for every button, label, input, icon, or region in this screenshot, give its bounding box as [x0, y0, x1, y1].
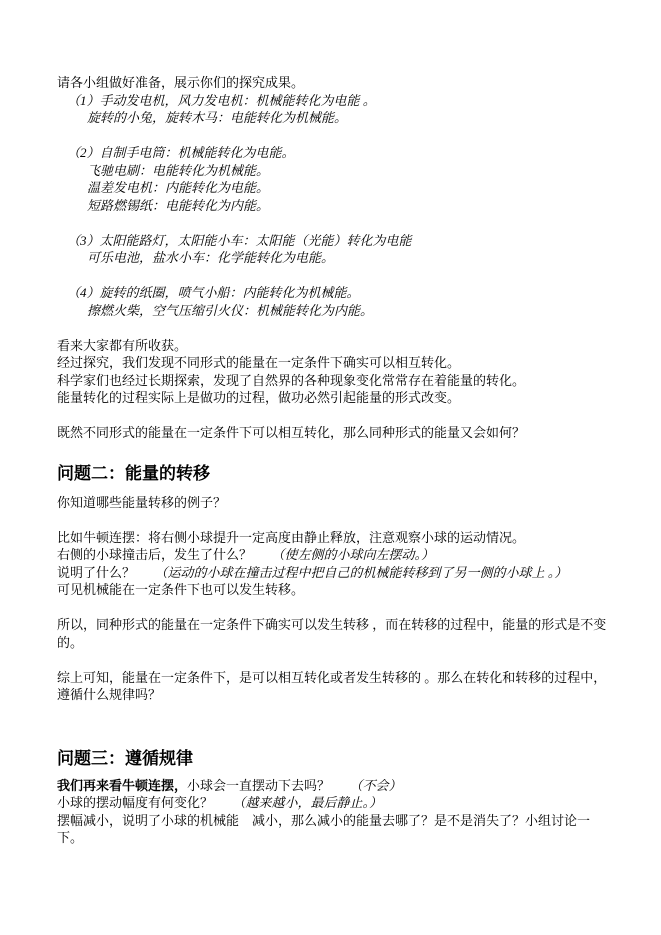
newton-answer-1: （使左侧的小球向左摆动。）: [271, 547, 435, 562]
example-2-line-1: （2）自制手电筒：机械能转化为电能。: [67, 145, 295, 160]
newton-answer-2: （运动的小球在撞击过程中把自己的机械能转移到了另一侧的小球上 。）: [154, 564, 568, 580]
summary-line-2: 经过探究，我们发现不同形式的能量在一定条件下确实可以相互转化。: [57, 355, 461, 370]
spacer: [57, 267, 611, 285]
example-group-4: [57, 284, 611, 319]
example-4-line-2: 擦燃火柴，空气压缩引火仪：机械能转化为内能。: [87, 302, 374, 318]
example-4-line-1: （4）旋转的纸圈，喷气小船：内能转化为机械能。: [67, 285, 360, 300]
rule-lead-bold: 我们再来看牛顿连摆，: [57, 777, 188, 793]
spacer: [57, 599, 611, 617]
spacer: [57, 511, 611, 529]
example-group-1: [57, 92, 611, 127]
rule-question-1: 小球会一直摆动下去吗？: [187, 777, 331, 793]
rule-line-2: [57, 794, 611, 812]
heading-problem-2: 问题二：能量的转移: [57, 463, 210, 484]
conclusion-2-paragraph: 综上可知，能量在一定条件下，是可以相互转化或者发生转移的 。那么在转化和转移的过程中，遵循什么规律吗？: [57, 669, 607, 702]
summary-line-1: 看来大家都有所收获。: [57, 337, 188, 353]
spacer: [57, 214, 611, 232]
transition-paragraph: 既然不同形式的能量在一定条件下可以相互转化，那么同种形式的能量又会如何？: [57, 425, 526, 440]
heading-problem-3: 问题三：遵循规律: [57, 748, 193, 769]
spacer: [57, 651, 611, 669]
rule-line-3: 摆幅减小，说明了小球的机械能 减小，那么减小的能量去哪了？是不是消失了？小组讨论一下。: [57, 812, 591, 845]
newton-line-4: 可见机械能在一定条件下也可以发生转移。: [57, 582, 305, 597]
summary-line-4: 能量转化的过程实际上是做功的过程，做功必然引起能量的形式改变。: [57, 390, 461, 405]
example-2-line-3: 温差发电机：内能转化为电能。: [87, 180, 270, 195]
conclusion-1-paragraph: 所以，同种形式的能量在一定条件下确实可以发生转移 ，而在转移的过程中，能量的形式是不变的。: [57, 617, 607, 650]
newton-question-1: 右侧的小球撞击后，发生了什么？: [57, 547, 253, 562]
intro-paragraph: 请各小组做好准备，展示你们的探究成果。: [57, 75, 305, 90]
spacer: [57, 319, 611, 337]
newton-line-1: 比如牛顿连摆：将右侧小球提升一定高度由静止释放，注意观察小球的运动情况。: [57, 529, 526, 545]
example-2-line-4: 短路燃锡纸：电能转化为内能。: [87, 197, 270, 213]
example-1-line-2: 旋转的小兔，旋转木马：电能转化为机械能。: [87, 110, 348, 125]
rule-question-2: 小球的摆动幅度有何变化？: [57, 795, 214, 810]
example-group-3: [57, 232, 611, 267]
example-3-line-1: （3）太阳能路灯，太阳能小车：太阳能（光能）转化为电能: [67, 232, 412, 248]
rule-answer-2: （越来越小，最后静止。）: [232, 795, 383, 810]
example-3-line-2: 可乐电池，盐水小车：化学能转化为电能。: [87, 250, 335, 265]
rule-answer-1: （不会）: [349, 777, 402, 793]
example-2-line-2: 飞驰电刷：电能转化为机械能。: [87, 162, 270, 178]
q2-intro-paragraph: 你知道哪些能量转移的例子？: [57, 494, 227, 510]
spacer: [57, 407, 611, 425]
example-group-2: [57, 144, 611, 214]
summary-block: [57, 337, 611, 407]
example-1-line-1: （1）手动发电机，风力发电机：机械能转化为电能 。: [67, 92, 376, 108]
rule-line-1: [57, 777, 611, 795]
summary-line-3: 科学家们也经过长期探索，发现了自然界的各种现象变化常常存在着能量的转化。: [57, 372, 526, 388]
newton-line-3: [57, 564, 611, 582]
rule-discussion-block: [57, 777, 611, 847]
newton-pendulum-block: [57, 529, 611, 599]
spacer: [57, 127, 611, 145]
newton-question-2: 说明了什么？: [57, 564, 136, 580]
newton-line-2: [57, 546, 611, 564]
